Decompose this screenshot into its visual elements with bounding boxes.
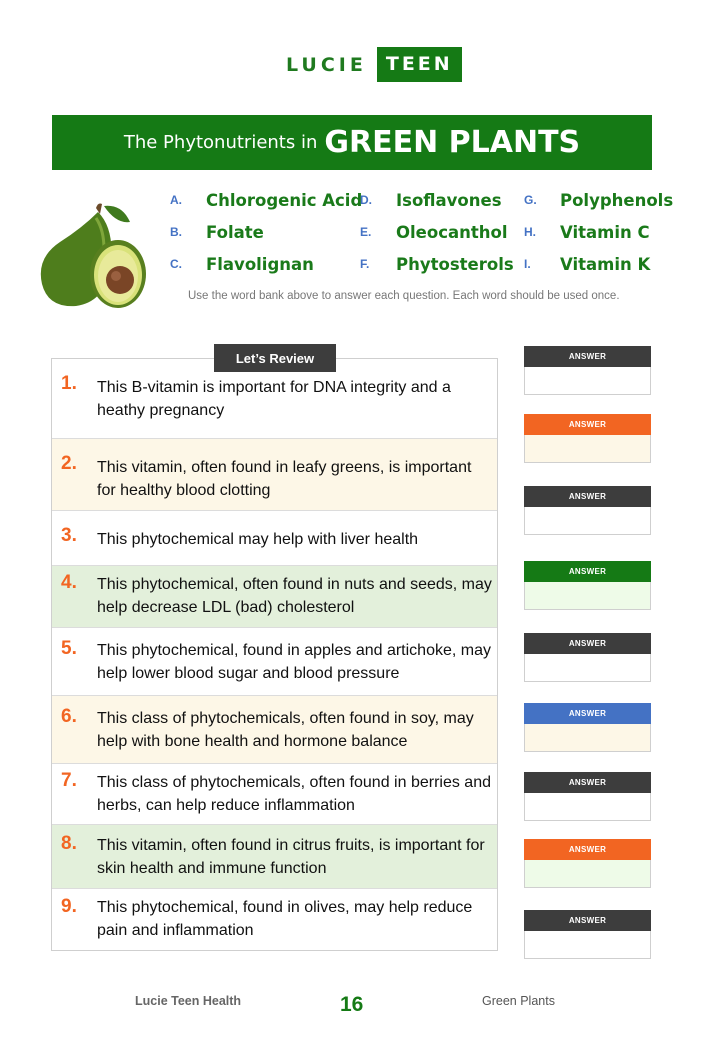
answer-label: ANSWER [524, 633, 651, 654]
answer-box[interactable] [524, 910, 651, 959]
word-bank-item [360, 220, 508, 244]
question-row [52, 566, 497, 628]
word-bank-letter: G. [524, 193, 537, 207]
word-bank-item [170, 252, 314, 276]
answer-label: ANSWER [524, 561, 651, 582]
answer-field[interactable] [524, 860, 651, 888]
answer-box[interactable] [524, 561, 651, 610]
answer-box[interactable] [524, 486, 651, 535]
answer-box[interactable] [524, 346, 651, 395]
word-bank-word: Flavolignan [206, 254, 314, 274]
page-number: 16 [340, 993, 364, 1016]
answer-box[interactable] [524, 703, 651, 752]
question-number: 3. [61, 525, 77, 546]
answer-label: ANSWER [524, 772, 651, 793]
answer-field[interactable] [524, 582, 651, 610]
word-bank-item [170, 188, 362, 212]
review-tab: Let’s Review [214, 344, 336, 372]
question-text: This vitamin, often found in leafy greens, is important for healthy blood clotting [97, 459, 472, 499]
question-number: 4. [61, 572, 77, 593]
answer-label: ANSWER [524, 486, 651, 507]
answer-field[interactable] [524, 654, 651, 682]
question-row [52, 628, 497, 696]
question-number: 8. [61, 833, 77, 854]
question-number: 2. [61, 453, 77, 474]
question-text: This vitamin, often found in citrus fruits, is important for skin health and immune function [97, 837, 485, 877]
banner-title: GREEN PLANTS [324, 125, 581, 160]
word-bank-letter: D. [360, 193, 372, 207]
word-bank-letter: H. [524, 225, 536, 239]
answer-field[interactable] [524, 724, 651, 752]
word-bank-item [524, 188, 673, 212]
word-bank-letter: B. [170, 225, 182, 239]
word-bank-item [360, 252, 514, 276]
word-bank-word: Polyphenols [560, 190, 674, 210]
question-row [52, 889, 497, 950]
answer-box[interactable] [524, 839, 651, 888]
title-banner [52, 115, 652, 170]
instructions: Use the word bank above to answer each question. Each word should be used once. [188, 290, 620, 302]
word-bank-word: Vitamin C [560, 222, 650, 242]
answer-label: ANSWER [524, 910, 651, 931]
answer-field[interactable] [524, 507, 651, 535]
word-bank-item [360, 188, 502, 212]
question-text: This B-vitamin is important for DNA integrity and a heathy pregnancy [97, 379, 451, 419]
banner-prefix: The Phytonutrients in [123, 132, 318, 153]
logo-lucie-text: LUCIE [286, 53, 367, 76]
question-number: 5. [61, 638, 77, 659]
question-row [52, 439, 497, 511]
footer-right: Green Plants [482, 994, 555, 1008]
answer-label: ANSWER [524, 414, 651, 435]
word-bank-word: Vitamin K [560, 254, 651, 274]
question-number: 7. [61, 770, 77, 791]
word-bank-item [170, 220, 264, 244]
question-number: 9. [61, 896, 77, 917]
question-row [52, 764, 497, 825]
word-bank-letter: F. [360, 257, 370, 271]
question-row [52, 696, 497, 764]
answer-field[interactable] [524, 367, 651, 395]
answer-field[interactable] [524, 435, 651, 463]
avocado-icon [38, 200, 148, 312]
word-bank-letter: I. [524, 257, 531, 271]
word-bank-word: Folate [206, 222, 264, 242]
question-row [52, 825, 497, 889]
footer-left: Lucie Teen Health [135, 994, 242, 1008]
question-text: This phytochemical may help with liver health [97, 531, 419, 548]
word-bank-letter: C. [170, 257, 182, 271]
word-bank-word: Oleocanthol [396, 222, 508, 242]
answer-field[interactable] [524, 931, 651, 959]
question-text: This class of phytochemicals, often found in berries and herbs, can help reduce inflammation [97, 774, 491, 814]
question-text: This phytochemical, found in olives, may help reduce pain and inflammation [97, 899, 473, 939]
word-bank-word: Phytosterols [396, 254, 514, 274]
question-text: This phytochemical, often found in nuts and seeds, may help decrease LDL (bad) cholesterol [97, 576, 492, 616]
logo [286, 47, 462, 82]
answer-box[interactable] [524, 633, 651, 682]
answer-label: ANSWER [524, 839, 651, 860]
word-bank-word: Isoflavones [396, 190, 502, 210]
answer-box[interactable] [524, 772, 651, 821]
word-bank-word: Chlorogenic Acid [206, 190, 363, 210]
word-bank-item [524, 252, 650, 276]
word-bank-letter: A. [170, 193, 182, 207]
question-number: 1. [61, 373, 77, 394]
question-row [52, 511, 497, 566]
answer-box[interactable] [524, 414, 651, 463]
question-text: This class of phytochemicals, often found in soy, may help with bone health and hormone balance [97, 710, 474, 750]
answer-label: ANSWER [524, 703, 651, 724]
question-text: This phytochemical, found in apples and artichoke, may help lower blood sugar and blood pressure [97, 642, 491, 682]
word-bank-item [524, 220, 650, 244]
logo-teen-text: TEEN [377, 47, 462, 82]
question-number: 6. [61, 706, 77, 727]
word-bank-letter: E. [360, 225, 372, 239]
answer-field[interactable] [524, 793, 651, 821]
answer-label: ANSWER [524, 346, 651, 367]
